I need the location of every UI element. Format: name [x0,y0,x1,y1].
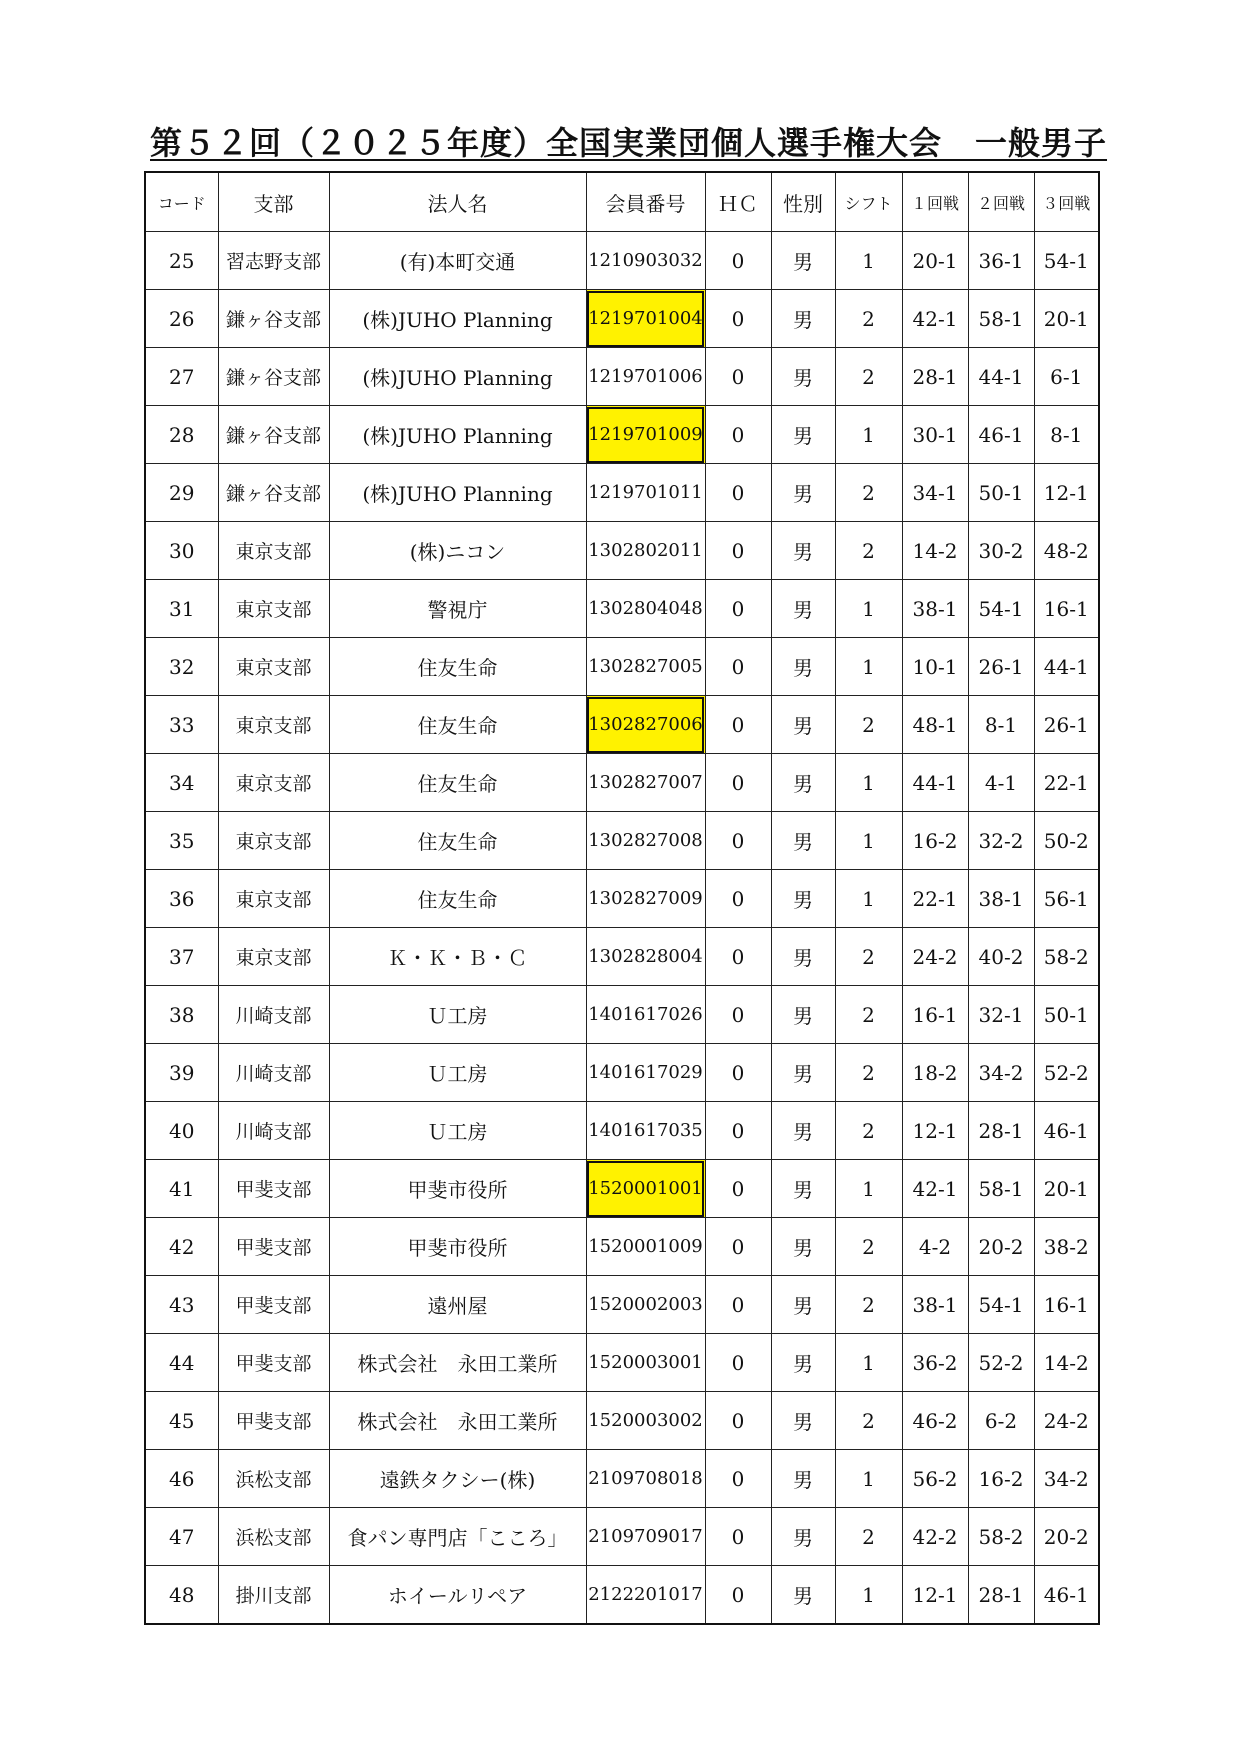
header-round2: ２回戦 [968,172,1034,232]
cell-member-no: 1520003002 [586,1392,705,1450]
cell-member-no: 2109708018 [586,1450,705,1508]
cell-hc: 0 [705,928,771,986]
cell-hc: 0 [705,232,771,290]
cell-round2: 36-1 [968,232,1034,290]
cell-round3: 56-1 [1034,870,1099,928]
cell-shift: 1 [835,1160,902,1218]
table-row [145,870,1099,928]
cell-shift: 1 [835,1334,902,1392]
cell-branch: 掛川支部 [218,1566,329,1625]
cell-hc: 0 [705,812,771,870]
cell-round2: 44-1 [968,348,1034,406]
cell-round2: 38-1 [968,870,1034,928]
cell-corp: 遠州屋 [329,1276,586,1334]
cell-round1: 14-2 [902,522,968,580]
cell-code: 28 [145,406,218,464]
cell-hc: 0 [705,1160,771,1218]
cell-member-no: 1302827005 [586,638,705,696]
cell-code: 32 [145,638,218,696]
cell-hc: 0 [705,1334,771,1392]
cell-round3: 52-2 [1034,1044,1099,1102]
cell-member-no: 1219701004 [586,290,705,348]
header-row [145,172,1099,232]
cell-code: 47 [145,1508,218,1566]
cell-round2: 54-1 [968,580,1034,638]
cell-branch: 甲斐支部 [218,1276,329,1334]
cell-corp: 遠鉄タクシー(株) [329,1450,586,1508]
cell-round3: 24-2 [1034,1392,1099,1450]
cell-hc: 0 [705,1392,771,1450]
cell-hc: 0 [705,1566,771,1625]
cell-round3: 46-1 [1034,1566,1099,1625]
cell-hc: 0 [705,638,771,696]
cell-branch: 東京支部 [218,522,329,580]
cell-branch: 川崎支部 [218,1044,329,1102]
cell-round1: 28-1 [902,348,968,406]
cell-round1: 4-2 [902,1218,968,1276]
cell-shift: 1 [835,1566,902,1625]
cell-member-no: 1520001001 [586,1160,705,1218]
cell-round1: 20-1 [902,232,968,290]
cell-round3: 58-2 [1034,928,1099,986]
cell-sex: 男 [771,1276,835,1334]
cell-hc: 0 [705,986,771,1044]
cell-branch: 甲斐支部 [218,1160,329,1218]
cell-hc: 0 [705,1450,771,1508]
table-row [145,1218,1099,1276]
cell-code: 38 [145,986,218,1044]
page-title: 第５２回（２０２５年度）全国実業団個人選手権大会 一般男子 [150,124,1108,162]
cell-round3: 6-1 [1034,348,1099,406]
cell-hc: 0 [705,870,771,928]
cell-sex: 男 [771,406,835,464]
cell-sex: 男 [771,1334,835,1392]
cell-sex: 男 [771,1566,835,1625]
cell-shift: 2 [835,696,902,754]
cell-code: 45 [145,1392,218,1450]
cell-hc: 0 [705,754,771,812]
cell-round3: 8-1 [1034,406,1099,464]
cell-code: 26 [145,290,218,348]
table-row [145,986,1099,1044]
table-row [145,406,1099,464]
cell-shift: 1 [835,812,902,870]
cell-branch: 川崎支部 [218,1102,329,1160]
cell-code: 39 [145,1044,218,1102]
cell-member-no: 1302827007 [586,754,705,812]
cell-corp: 住友生命 [329,638,586,696]
header-sex: 性別 [771,172,835,232]
cell-code: 30 [145,522,218,580]
cell-round2: 30-2 [968,522,1034,580]
cell-sex: 男 [771,812,835,870]
cell-branch: 東京支部 [218,928,329,986]
cell-round1: 10-1 [902,638,968,696]
cell-branch: 甲斐支部 [218,1218,329,1276]
cell-sex: 男 [771,464,835,522]
cell-hc: 0 [705,290,771,348]
table-row [145,1508,1099,1566]
cell-round3: 54-1 [1034,232,1099,290]
cell-corp: 住友生命 [329,754,586,812]
cell-branch: 甲斐支部 [218,1334,329,1392]
cell-round1: 18-2 [902,1044,968,1102]
cell-round1: 44-1 [902,754,968,812]
cell-hc: 0 [705,406,771,464]
cell-round1: 38-1 [902,1276,968,1334]
cell-round2: 16-2 [968,1450,1034,1508]
cell-round2: 52-2 [968,1334,1034,1392]
cell-hc: 0 [705,1508,771,1566]
cell-code: 27 [145,348,218,406]
cell-round2: 50-1 [968,464,1034,522]
cell-branch: 鎌ヶ谷支部 [218,406,329,464]
cell-round3: 34-2 [1034,1450,1099,1508]
cell-code: 46 [145,1450,218,1508]
cell-shift: 2 [835,290,902,348]
cell-code: 48 [145,1566,218,1625]
cell-code: 33 [145,696,218,754]
cell-round3: 48-2 [1034,522,1099,580]
cell-round2: 8-1 [968,696,1034,754]
header-corp: 法人名 [329,172,586,232]
cell-round1: 12-1 [902,1102,968,1160]
cell-branch: 東京支部 [218,580,329,638]
table-row [145,638,1099,696]
cell-round1: 24-2 [902,928,968,986]
cell-round2: 58-1 [968,290,1034,348]
cell-code: 34 [145,754,218,812]
cell-shift: 1 [835,638,902,696]
cell-branch: 東京支部 [218,696,329,754]
cell-shift: 2 [835,1218,902,1276]
table-row [145,522,1099,580]
table-row [145,290,1099,348]
cell-round2: 40-2 [968,928,1034,986]
table-row [145,1276,1099,1334]
cell-round3: 22-1 [1034,754,1099,812]
cell-code: 36 [145,870,218,928]
table-row [145,232,1099,290]
cell-member-no: 1302828004 [586,928,705,986]
cell-sex: 男 [771,1102,835,1160]
cell-round1: 30-1 [902,406,968,464]
cell-round2: 28-1 [968,1566,1034,1625]
cell-corp: (株)JUHO Planning [329,406,586,464]
cell-code: 37 [145,928,218,986]
cell-member-no: 1302802011 [586,522,705,580]
cell-corp: (株)JUHO Planning [329,464,586,522]
cell-member-no: 1302804048 [586,580,705,638]
table-row [145,1450,1099,1508]
header-hc: ＨＣ [705,172,771,232]
cell-round2: 26-1 [968,638,1034,696]
cell-member-no: 1302827006 [586,696,705,754]
header-round3: ３回戦 [1034,172,1099,232]
cell-hc: 0 [705,1276,771,1334]
cell-round2: 4-1 [968,754,1034,812]
cell-branch: 東京支部 [218,754,329,812]
cell-code: 40 [145,1102,218,1160]
cell-code: 44 [145,1334,218,1392]
cell-sex: 男 [771,1218,835,1276]
cell-member-no: 1401617029 [586,1044,705,1102]
cell-code: 35 [145,812,218,870]
cell-sex: 男 [771,754,835,812]
cell-member-no: 1219701011 [586,464,705,522]
cell-round3: 14-2 [1034,1334,1099,1392]
cell-branch: 川崎支部 [218,986,329,1044]
cell-corp: ホイールリペア [329,1566,586,1625]
cell-shift: 1 [835,870,902,928]
cell-round1: 56-2 [902,1450,968,1508]
cell-round3: 20-1 [1034,290,1099,348]
cell-hc: 0 [705,464,771,522]
cell-shift: 1 [835,406,902,464]
cell-round1: 46-2 [902,1392,968,1450]
cell-round3: 16-1 [1034,1276,1099,1334]
table-row [145,1334,1099,1392]
cell-corp: 住友生命 [329,812,586,870]
cell-member-no: 1210903032 [586,232,705,290]
cell-corp: Ｋ・Ｋ・Ｂ・Ｃ [329,928,586,986]
header-member: 会員番号 [586,172,705,232]
header-shift: シフト [835,172,902,232]
cell-hc: 0 [705,348,771,406]
table-row [145,1044,1099,1102]
cell-round2: 32-2 [968,812,1034,870]
cell-round1: 42-1 [902,290,968,348]
cell-code: 25 [145,232,218,290]
cell-sex: 男 [771,638,835,696]
cell-member-no: 1520003001 [586,1334,705,1392]
cell-corp: (株)JUHO Planning [329,348,586,406]
cell-shift: 1 [835,580,902,638]
cell-round3: 20-2 [1034,1508,1099,1566]
cell-hc: 0 [705,1102,771,1160]
cell-shift: 2 [835,522,902,580]
cell-hc: 0 [705,696,771,754]
cell-round1: 48-1 [902,696,968,754]
cell-shift: 1 [835,232,902,290]
cell-branch: 鎌ヶ谷支部 [218,290,329,348]
cell-member-no: 2122201017 [586,1566,705,1625]
cell-sex: 男 [771,1392,835,1450]
cell-code: 31 [145,580,218,638]
cell-sex: 男 [771,696,835,754]
table-row [145,1102,1099,1160]
cell-member-no: 1302827008 [586,812,705,870]
table-row [145,580,1099,638]
cell-branch: 鎌ヶ谷支部 [218,348,329,406]
cell-corp: (有)本町交通 [329,232,586,290]
cell-shift: 2 [835,464,902,522]
cell-shift: 1 [835,754,902,812]
cell-round1: 34-1 [902,464,968,522]
cell-sex: 男 [771,986,835,1044]
cell-round3: 20-1 [1034,1160,1099,1218]
cell-round2: 32-1 [968,986,1034,1044]
table-row [145,812,1099,870]
table-row [145,1160,1099,1218]
cell-round3: 26-1 [1034,696,1099,754]
cell-round2: 20-2 [968,1218,1034,1276]
cell-shift: 2 [835,928,902,986]
cell-round1: 16-2 [902,812,968,870]
table-row [145,348,1099,406]
cell-corp: 食パン専門店「こころ」 [329,1508,586,1566]
cell-shift: 2 [835,986,902,1044]
cell-sex: 男 [771,348,835,406]
cell-sex: 男 [771,232,835,290]
cell-hc: 0 [705,1218,771,1276]
cell-hc: 0 [705,580,771,638]
cell-corp: 甲斐市役所 [329,1218,586,1276]
cell-sex: 男 [771,928,835,986]
cell-round3: 44-1 [1034,638,1099,696]
cell-round3: 12-1 [1034,464,1099,522]
cell-round1: 38-1 [902,580,968,638]
cell-branch: 東京支部 [218,870,329,928]
cell-member-no: 2109709017 [586,1508,705,1566]
cell-shift: 2 [835,348,902,406]
cell-code: 43 [145,1276,218,1334]
cell-hc: 0 [705,522,771,580]
cell-corp: (株)ニコン [329,522,586,580]
cell-round3: 50-2 [1034,812,1099,870]
cell-round2: 6-2 [968,1392,1034,1450]
cell-shift: 2 [835,1276,902,1334]
cell-member-no: 1520002003 [586,1276,705,1334]
table-row [145,1566,1099,1625]
cell-shift: 2 [835,1508,902,1566]
cell-round2: 54-1 [968,1276,1034,1334]
cell-round2: 46-1 [968,406,1034,464]
cell-shift: 2 [835,1392,902,1450]
cell-round3: 50-1 [1034,986,1099,1044]
cell-round1: 22-1 [902,870,968,928]
cell-sex: 男 [771,290,835,348]
roster-table [144,171,1100,1625]
cell-branch: 浜松支部 [218,1450,329,1508]
cell-corp: 住友生命 [329,870,586,928]
cell-sex: 男 [771,1450,835,1508]
cell-round2: 58-2 [968,1508,1034,1566]
cell-round1: 42-1 [902,1160,968,1218]
cell-sex: 男 [771,522,835,580]
cell-round1: 16-1 [902,986,968,1044]
header-branch: 支部 [218,172,329,232]
cell-member-no: 1219701006 [586,348,705,406]
cell-member-no: 1219701009 [586,406,705,464]
cell-corp: 株式会社 永田工業所 [329,1392,586,1450]
cell-code: 42 [145,1218,218,1276]
cell-corp: 警視庁 [329,580,586,638]
cell-sex: 男 [771,870,835,928]
header-round1: １回戦 [902,172,968,232]
cell-corp: Ｕ工房 [329,986,586,1044]
cell-corp: Ｕ工房 [329,1102,586,1160]
cell-corp: 株式会社 永田工業所 [329,1334,586,1392]
cell-shift: 1 [835,1450,902,1508]
cell-round1: 12-1 [902,1566,968,1625]
cell-round3: 38-2 [1034,1218,1099,1276]
cell-round3: 46-1 [1034,1102,1099,1160]
cell-corp: 甲斐市役所 [329,1160,586,1218]
header-code: コード [145,172,218,232]
cell-code: 29 [145,464,218,522]
cell-hc: 0 [705,1044,771,1102]
cell-round1: 36-2 [902,1334,968,1392]
cell-corp: 住友生命 [329,696,586,754]
cell-round2: 58-1 [968,1160,1034,1218]
table-row [145,1392,1099,1450]
cell-branch: 東京支部 [218,638,329,696]
cell-member-no: 1520001009 [586,1218,705,1276]
cell-shift: 2 [835,1044,902,1102]
cell-round2: 28-1 [968,1102,1034,1160]
cell-sex: 男 [771,1044,835,1102]
cell-branch: 東京支部 [218,812,329,870]
cell-round2: 34-2 [968,1044,1034,1102]
cell-member-no: 1401617026 [586,986,705,1044]
table-row [145,928,1099,986]
cell-round1: 42-2 [902,1508,968,1566]
cell-round3: 16-1 [1034,580,1099,638]
cell-sex: 男 [771,1160,835,1218]
roster-body [145,232,1099,1625]
cell-shift: 2 [835,1102,902,1160]
cell-sex: 男 [771,1508,835,1566]
cell-code: 41 [145,1160,218,1218]
table-row [145,754,1099,812]
cell-corp: (株)JUHO Planning [329,290,586,348]
cell-branch: 甲斐支部 [218,1392,329,1450]
cell-member-no: 1401617035 [586,1102,705,1160]
cell-branch: 習志野支部 [218,232,329,290]
cell-member-no: 1302827009 [586,870,705,928]
cell-branch: 鎌ヶ谷支部 [218,464,329,522]
cell-branch: 浜松支部 [218,1508,329,1566]
table-row [145,464,1099,522]
cell-corp: Ｕ工房 [329,1044,586,1102]
cell-sex: 男 [771,580,835,638]
table-row [145,696,1099,754]
